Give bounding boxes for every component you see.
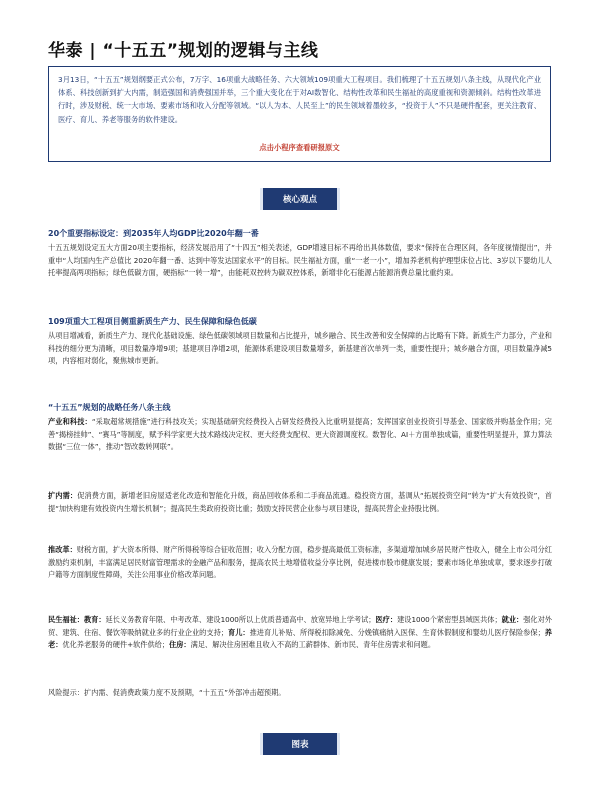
risk-warning: 风险提示：扩内需、促消费政策力度不及预期，“十五五”外部冲击超预期。 [48, 688, 286, 697]
chart-label: 图表 [291, 740, 309, 750]
welfare-employment-label: 就业： [501, 615, 524, 624]
welfare-medical-label: 医疗： [375, 615, 398, 624]
section-welfare [48, 614, 552, 652]
welfare-housing-label: 住房： [169, 640, 191, 650]
reform-label: 推改革： [48, 545, 77, 554]
core-views-label: 核心观点 [282, 195, 317, 205]
section-tasks [48, 402, 552, 454]
welfare-employment-text: 强化对外贸、建筑、住宿、餐饮等吸纳就业多的行业企业的支持； [48, 615, 552, 637]
section-domestic-demand [48, 490, 552, 515]
section-indicators-body: 十五五规划设定五大方面20项主要指标，经济发展沿用了“十四五”相关表述，GDP增速目标不再给出具体数值，要求“保持在合理区间，各年度视情提出”，并重申“人均国内生产总值比 2020年翻一番、达到中等发达国家水平”的目标。民生福祉方面，重“一老一小”，增加养老机构护理型床位占比、3岁以下婴幼儿人托率提高两项指标；绿色低碳方面，硬指标“一转一增”，由能耗双控转为碳双控体系，新增非化石能源占能源消费总量比重约束。 [48, 243, 552, 278]
risk-section [48, 687, 552, 699]
domestic-demand-label: 扩内需： [48, 491, 78, 500]
industry-tech-text: “采取超常规措施”进行科技攻关；实现基础研究经费投入占研发经费投入比重明显提高；发挥国家创业投资引导基金、国家级并购基金作用；完善“揭榜挂帅”、“赛马”等制度，赋予科学家更大技术路线决定权、更大经费支配权、更大资源调度权。数智化、AI＋方面单独成篇，重要性明显提升，算力算法数据“三位一体”，推动“智改数转网联”。 [48, 417, 552, 452]
chart-badge [260, 733, 340, 755]
summary-text: 3月13日，“十五五”规划纲要正式公布，7万字、16项重大战略任务、六大领域109项重大工程项目。我们梳理了十五五规划八条主线，从现代化产业体系、科技创新到扩大内需，制造强国和消费强国并举，三个重大变化在于对AI数智化、结构性改革和民生福祉的高度重视和资源倾斜。结构性改革进行时，涉及财税、统一大市场、要素市场和收入分配等领域。“以人为本、人民至上”的民生领域着墨较多，“投资于人”不只是硬件配套，更关注教育、医疗、育儿、养老等服务的软件建设。 [58, 75, 541, 124]
welfare-housing-text: 满足、解决住房困难且收入不高的工薪群体、新市民、青年住房需求和问题。 [190, 640, 436, 650]
section-tasks-body [48, 416, 552, 454]
welfare-elderly-label: 养老： [48, 627, 552, 650]
welfare-elderly-text: 优化养老服务的硬件+软件供给； [62, 640, 170, 650]
welfare-childcare-label: 育儿： [227, 627, 250, 637]
section-indicators-heading: 20个重要指标设定：到2035年人均GDP比2020年翻一番 [48, 229, 259, 238]
section-projects-heading: 109项重大工程项目侧重新质生产力、民生保障和绿色低碳 [48, 317, 257, 326]
welfare-body [48, 614, 552, 652]
section-indicators [48, 228, 552, 280]
summary-box [48, 66, 551, 162]
industry-tech-label: 产业和科技： [48, 417, 92, 426]
section-tasks-heading: “十五五”规划的战略任务八条主线 [48, 403, 171, 412]
page-title: 华泰 | “十五五”规划的逻辑与主线 [48, 41, 319, 61]
welfare-medical-text: 建设1000个紧密型县域医共体； [397, 615, 502, 624]
reform-text: 财税方面，扩大资本所得、财产所得税等综合征收范围；收入分配方面，稳步提高最低工资标准，多渠道增加城乡居民财产性收入，健全上市公司分红激励约束机制，丰富满足居民财富管理需求的金融产品和服务，提高农民土地增值收益分享比例，促进楼市股市健康发展；要素市场化单独成章，要求逐步打破户籍等方面制度性障碍，关注公用事业价格改革问题。 [48, 545, 552, 580]
domestic-demand-body [48, 490, 552, 515]
section-reform [48, 544, 552, 582]
welfare-education-text: 延长义务教育年限、中考改革、建设1000所以上优质普通高中、放宽异地上学考试； [105, 615, 376, 624]
welfare-education-label: 民生福祉：教育： [48, 615, 106, 624]
section-projects [48, 316, 552, 368]
view-report-link[interactable]: 点击小程序查看研报原文 [259, 143, 340, 152]
section-projects-body: 从项目增减看，新质生产力、现代化基础设施、绿色低碳领域项目数量和占比提升，城乡融合、民生改善和安全保障的占比略有下降。新质生产力部分，产业和科技的细分更为清晰，项目数量净增9项；基建项目净增2项，能源体系建设项目数量增多，新基建首次单列一类，重要性提升；城乡融合方面，项目数量净减5项，内容相对弱化，聚焦城市更新。 [48, 331, 552, 366]
welfare-childcare-text: 推进育儿补贴、所得税扣除减免、分娩镇痛纳入医保、生育休假制度和婴幼儿医疗保险参保； [249, 627, 545, 637]
domestic-demand-text: 促消费方面，新增老旧房屋适老化改造和智能化升级，商品回收体系和二手商品流通。稳投资方面，基调从“拓展投资空间”转为“扩大有效投资”，首提“加快构建有效投资内生增长机制”；提高民生类政府投资比重；鼓励支持民营企业参与项目建设，提高民营企业持股比例。 [48, 491, 552, 513]
reform-body [48, 544, 552, 582]
core-views-badge [260, 188, 340, 210]
